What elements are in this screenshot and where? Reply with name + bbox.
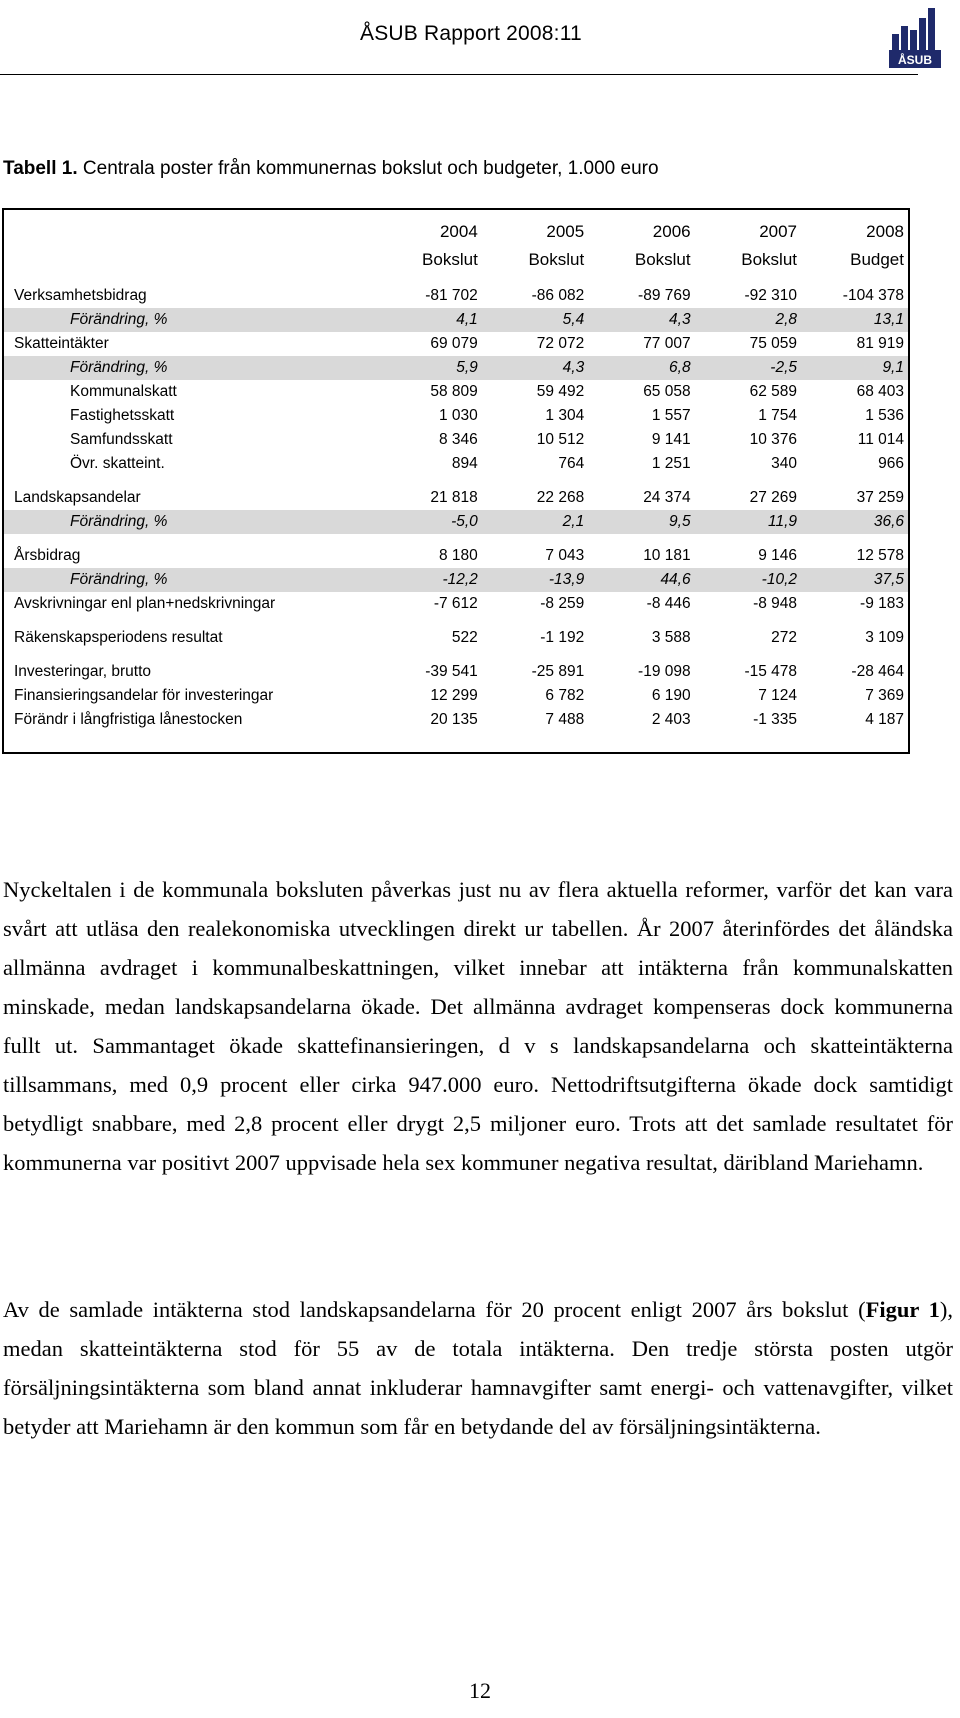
spacer-cell bbox=[4, 534, 908, 544]
table-spacer bbox=[4, 616, 908, 626]
table-row bbox=[4, 544, 908, 568]
value-cell: -12,2 bbox=[371, 568, 477, 592]
value-cell: -9 183 bbox=[860, 595, 904, 612]
table-row bbox=[4, 452, 908, 476]
table-caption bbox=[3, 158, 659, 180]
year-header: 2004 bbox=[439, 222, 478, 241]
value-cell: 65 058 bbox=[643, 383, 691, 400]
change-row bbox=[4, 356, 908, 380]
type-header: Bokslut bbox=[634, 250, 691, 269]
value-cell: 8 346 bbox=[439, 431, 478, 448]
table-row bbox=[4, 592, 908, 616]
table-row bbox=[4, 708, 908, 732]
value-cell: -86 082 bbox=[531, 287, 585, 304]
year-header: 2005 bbox=[546, 222, 585, 241]
spacer-cell bbox=[4, 650, 908, 660]
value-cell: 1 030 bbox=[439, 407, 478, 424]
value-cell: 37 259 bbox=[856, 489, 904, 506]
report-title: ÅSUB Rapport 2008:11 bbox=[360, 22, 582, 45]
value-cell: 20 135 bbox=[430, 711, 478, 728]
row-label: Investeringar, brutto bbox=[14, 663, 151, 680]
value-cell: 12 299 bbox=[430, 687, 478, 704]
table-spacer bbox=[4, 274, 908, 284]
paragraph-1: Nyckeltalen i de kommunala boksluten påverkas just nu av flera aktuella reformer, varför det kan vara svårt att utläsa den realekonomiska utvecklingen direkt ur tabellen. År 2007 återinfördes det åländska allmänna avdraget i kommunalbeskattningen, vilket innebar att intäkterna från kommunalskatten minskade, medan landskapsandelarna ökade. Det allmänna avdraget kompenseras dock kommunerna fullt ut. Sammantaget ökade skattefinansieringen, d v s landskapsandelarna och skatteintäkterna tillsammans, med 0,9 procent eller cirka 947.000 euro. Nettodriftsutgifterna ökade dock samtidigt betydligt snabbare, med 2,8 procent eller drygt 2,5 miljoner euro. Trots att det samlade resultatet för kommunerna var positivt 2007 uppvisade hela sex kommuner negativa resultat, däribland Mariehamn. bbox=[3, 877, 953, 1175]
value-cell: 22 268 bbox=[536, 489, 585, 506]
value-cell: -8 446 bbox=[646, 595, 691, 612]
type-header: Bokslut bbox=[741, 250, 798, 269]
value-cell: 522 bbox=[451, 629, 478, 646]
value-cell: 1 251 bbox=[651, 455, 691, 472]
value-cell: 69 079 bbox=[430, 335, 478, 352]
value-cell: -28 464 bbox=[851, 663, 904, 680]
value-cell: -89 769 bbox=[638, 287, 691, 304]
value-cell: 9,1 bbox=[797, 356, 908, 380]
value-cell: 10 512 bbox=[536, 431, 585, 448]
value-cell: 81 919 bbox=[856, 335, 904, 352]
row-label: Finansieringsandelar för investeringar bbox=[14, 687, 274, 704]
value-cell: 6 782 bbox=[545, 687, 585, 704]
value-cell: 10 181 bbox=[643, 547, 691, 564]
figure-reference: Figur 1 bbox=[865, 1297, 940, 1322]
value-cell: 6,8 bbox=[584, 356, 690, 380]
year-header: 2008 bbox=[866, 222, 904, 241]
header-label-cell bbox=[4, 246, 371, 274]
value-cell: -15 478 bbox=[744, 663, 798, 680]
value-cell: 77 007 bbox=[643, 335, 691, 352]
value-cell: 7 124 bbox=[758, 687, 798, 704]
data-table-box bbox=[2, 208, 910, 754]
row-label: Förändring, % bbox=[4, 510, 371, 534]
value-cell: 3 109 bbox=[865, 629, 904, 646]
value-cell: 6 190 bbox=[651, 687, 691, 704]
paragraph-2-end: ), medan skatteintäkterna stod för 55 av de totala intäkterna. Den tredje största posten utgör försäljningsintäkterna som bland annat inkluderar hamnavgifter samt energi- och vattenavgifter, vilket betyder att Mariehamn är den kommun som får en betydande del av försäljningsintäkterna. bbox=[3, 1297, 953, 1439]
value-cell: 75 059 bbox=[749, 335, 798, 352]
spacer-cell bbox=[4, 210, 908, 218]
value-cell: 9,5 bbox=[584, 510, 690, 534]
logo-text: ÅSUB bbox=[897, 53, 933, 67]
table-row bbox=[4, 284, 908, 308]
row-label: Avskrivningar enl plan+nedskrivningar bbox=[14, 595, 276, 612]
caption-label: Tabell 1. bbox=[3, 158, 78, 179]
value-cell: 7 488 bbox=[545, 711, 585, 728]
value-cell: -8 948 bbox=[753, 595, 798, 612]
value-cell: 12 578 bbox=[856, 547, 904, 564]
type-header: Budget bbox=[850, 250, 904, 269]
table-spacer bbox=[4, 534, 908, 544]
row-label: Övr. skatteint. bbox=[70, 455, 165, 472]
value-cell: 1 304 bbox=[545, 407, 585, 424]
value-cell: 4,1 bbox=[371, 308, 477, 332]
row-label: Verksamhetsbidrag bbox=[14, 287, 147, 304]
row-label: Förändr i långfristiga lånestocken bbox=[14, 711, 243, 728]
table-row bbox=[4, 428, 908, 452]
value-cell: 37,5 bbox=[797, 568, 908, 592]
value-cell: -25 891 bbox=[531, 663, 585, 680]
row-label: Räkenskapsperiodens resultat bbox=[14, 629, 223, 646]
header-label-cell bbox=[4, 218, 371, 246]
value-cell: 10 376 bbox=[749, 431, 798, 448]
spacer-cell bbox=[4, 616, 908, 626]
value-cell: 3 588 bbox=[651, 629, 691, 646]
row-label: Förändring, % bbox=[4, 568, 371, 592]
table-row bbox=[4, 404, 908, 428]
value-cell: 36,6 bbox=[797, 510, 908, 534]
value-cell: 2,8 bbox=[691, 308, 797, 332]
value-cell: 272 bbox=[771, 629, 798, 646]
value-cell: 27 269 bbox=[749, 489, 798, 506]
value-cell: 21 818 bbox=[430, 489, 478, 506]
value-cell: -81 702 bbox=[425, 287, 478, 304]
header-row-years bbox=[4, 218, 908, 246]
spacer-cell bbox=[4, 274, 908, 284]
row-label: Landskapsandelar bbox=[14, 489, 141, 506]
spacer-cell bbox=[4, 476, 908, 486]
value-cell: -8 259 bbox=[540, 595, 585, 612]
row-label: Årsbidrag bbox=[14, 547, 81, 564]
change-row bbox=[4, 568, 908, 592]
row-label: Skatteintäkter bbox=[14, 335, 109, 352]
value-cell: 8 180 bbox=[439, 547, 478, 564]
value-cell: 9 141 bbox=[651, 431, 691, 448]
change-row bbox=[4, 308, 908, 332]
value-cell: 72 072 bbox=[536, 335, 585, 352]
value-cell: 62 589 bbox=[749, 383, 798, 400]
value-cell: -13,9 bbox=[478, 568, 584, 592]
value-cell: 2,1 bbox=[478, 510, 584, 534]
value-cell: 4,3 bbox=[584, 308, 690, 332]
value-cell: 44,6 bbox=[584, 568, 690, 592]
value-cell: -104 378 bbox=[842, 287, 904, 304]
value-cell: 1 557 bbox=[651, 407, 691, 424]
table-row bbox=[4, 380, 908, 404]
row-label: Förändring, % bbox=[4, 308, 371, 332]
value-cell: 68 403 bbox=[856, 383, 904, 400]
value-cell: -19 098 bbox=[638, 663, 691, 680]
year-header: 2006 bbox=[652, 222, 691, 241]
year-header: 2007 bbox=[759, 222, 798, 241]
table-spacer bbox=[4, 476, 908, 486]
value-cell: 11,9 bbox=[691, 510, 797, 534]
value-cell: 340 bbox=[771, 455, 798, 472]
value-cell: 9 146 bbox=[758, 547, 798, 564]
table-row bbox=[4, 626, 908, 650]
value-cell: 5,9 bbox=[371, 356, 477, 380]
value-cell: 1 754 bbox=[758, 407, 798, 424]
value-cell: 13,1 bbox=[797, 308, 908, 332]
caption-text: Centrala poster från kommunernas bokslut och budgeter, 1.000 euro bbox=[82, 158, 659, 179]
table-row bbox=[4, 486, 908, 510]
table-row bbox=[4, 332, 908, 356]
value-cell: 7 369 bbox=[865, 687, 904, 704]
value-cell: 11 014 bbox=[857, 431, 904, 448]
row-label: Förändring, % bbox=[4, 356, 371, 380]
value-cell: 2 403 bbox=[651, 711, 691, 728]
row-label: Samfundsskatt bbox=[70, 431, 173, 448]
row-label: Kommunalskatt bbox=[70, 383, 177, 400]
table-row bbox=[4, 660, 908, 684]
value-cell: 966 bbox=[878, 455, 904, 472]
value-cell: -5,0 bbox=[371, 510, 477, 534]
asub-logo bbox=[886, 4, 946, 70]
page-number: 12 bbox=[469, 1678, 491, 1703]
paragraph-2-start: Av de samlade intäkterna stod landskapsandelarna för 20 procent enligt 2007 års bokslut ( bbox=[3, 1297, 866, 1322]
value-cell: 894 bbox=[451, 455, 478, 472]
financial-table bbox=[4, 210, 908, 732]
value-cell: 764 bbox=[558, 455, 585, 472]
value-cell: 4,3 bbox=[478, 356, 584, 380]
value-cell: 5,4 bbox=[478, 308, 584, 332]
value-cell: -7 612 bbox=[433, 595, 478, 612]
row-label: Fastighetsskatt bbox=[70, 407, 175, 424]
value-cell: -1 335 bbox=[753, 711, 798, 728]
value-cell: 24 374 bbox=[643, 489, 691, 506]
header-divider bbox=[0, 74, 918, 75]
header-row-types bbox=[4, 246, 908, 274]
table-row bbox=[4, 684, 908, 708]
change-row bbox=[4, 510, 908, 534]
value-cell: 59 492 bbox=[536, 383, 585, 400]
value-cell: -92 310 bbox=[744, 287, 798, 304]
value-cell: 58 809 bbox=[430, 383, 478, 400]
value-cell: -1 192 bbox=[540, 629, 585, 646]
value-cell: -10,2 bbox=[691, 568, 797, 592]
value-cell: 7 043 bbox=[545, 547, 585, 564]
value-cell: -2,5 bbox=[691, 356, 797, 380]
table-spacer bbox=[4, 210, 908, 218]
type-header: Bokslut bbox=[528, 250, 585, 269]
type-header: Bokslut bbox=[422, 250, 478, 269]
table-spacer bbox=[4, 650, 908, 660]
value-cell: 4 187 bbox=[865, 711, 904, 728]
paragraph-2 bbox=[3, 1290, 953, 1446]
page-header bbox=[0, 0, 960, 76]
value-cell: -39 541 bbox=[425, 663, 478, 680]
value-cell: 1 536 bbox=[865, 407, 904, 424]
